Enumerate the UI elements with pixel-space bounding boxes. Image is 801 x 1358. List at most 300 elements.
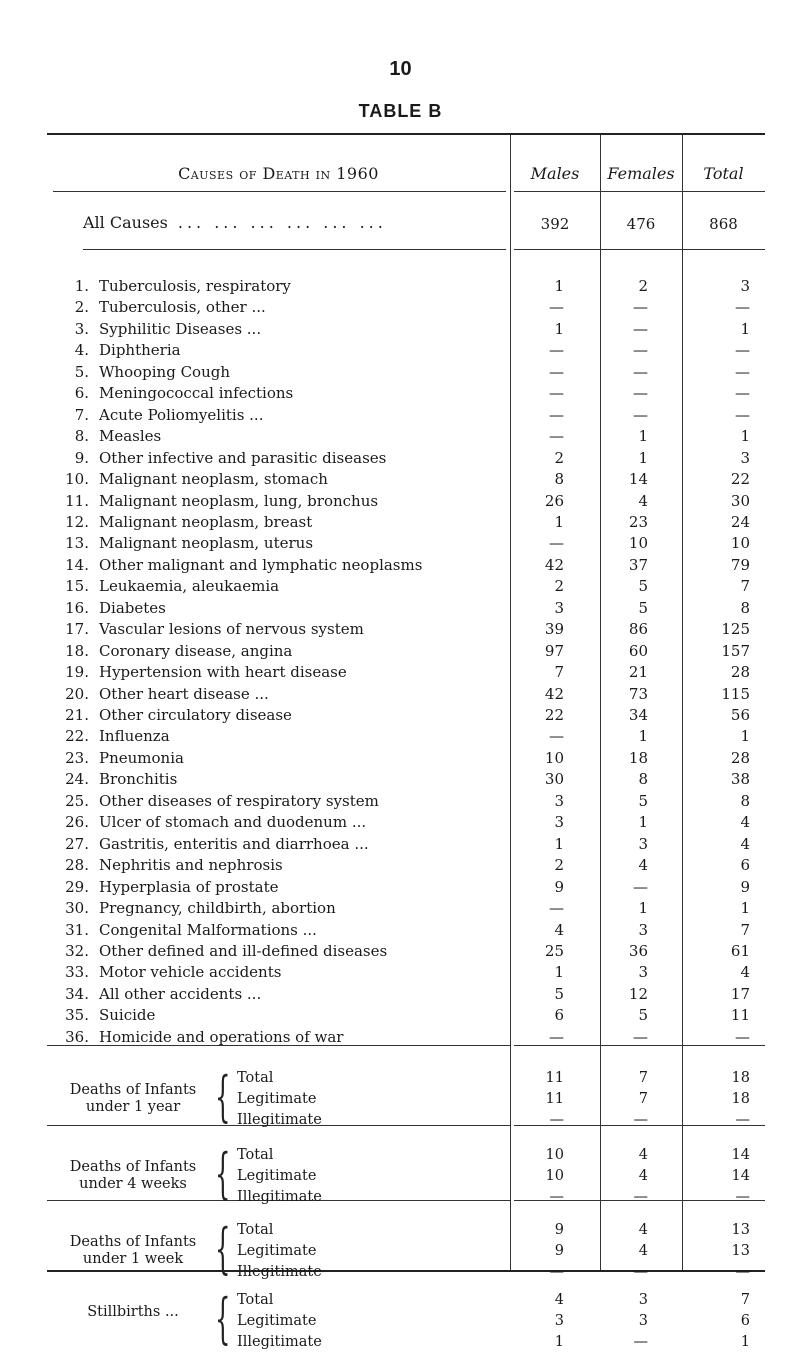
total-value: —	[735, 1264, 750, 1280]
table-row	[47, 642, 765, 663]
females-value: 23	[628, 512, 648, 531]
header-rule	[53, 191, 506, 192]
cause-text: Other defined and ill-defined diseases	[99, 941, 388, 960]
cause-label	[99, 449, 386, 467]
females-value: —	[633, 298, 648, 317]
row-number: 26.	[65, 813, 89, 832]
cause-label	[99, 534, 313, 552]
sub-text: Total	[237, 1147, 274, 1163]
all-causes-males: 392	[540, 215, 570, 233]
males-value: 4	[554, 1292, 564, 1308]
total-value: —	[735, 362, 750, 381]
total-value: 13	[731, 1243, 750, 1259]
males-value: 1	[554, 277, 564, 295]
cause-text: Pregnancy, childbirth, abortion	[99, 899, 336, 918]
sub-text: Illegitimate	[237, 1189, 322, 1205]
cause-label	[99, 599, 166, 617]
males-value: 42	[544, 684, 564, 703]
sub-label	[237, 1292, 273, 1308]
row-number: 13.	[65, 534, 89, 553]
total-value: 17	[730, 984, 750, 1003]
table-row	[47, 921, 765, 942]
table-row	[47, 556, 765, 577]
cause-label	[99, 513, 312, 531]
cause-label	[99, 813, 366, 831]
females-value: 3	[638, 963, 648, 982]
cause-label	[99, 642, 292, 660]
sub-label	[237, 1243, 316, 1259]
table-row	[47, 878, 765, 899]
males-value: —	[549, 341, 564, 360]
cause-text: Ulcer of stomach and duodenum ...	[99, 813, 367, 832]
total-value: —	[735, 1112, 750, 1128]
males-value: —	[549, 727, 564, 746]
total-value: 1	[740, 319, 750, 338]
females-value: 3	[638, 1292, 648, 1308]
leader-dots: ... ... ... ... ... ...	[177, 213, 387, 232]
total-value: 38	[730, 770, 750, 789]
table-row	[47, 492, 765, 513]
total-value: —	[735, 405, 750, 424]
row-number: 31.	[65, 920, 89, 939]
table-row	[47, 427, 765, 448]
header-males: Males	[530, 164, 580, 183]
total-value: 6	[740, 856, 750, 875]
females-value: —	[633, 1334, 648, 1350]
total-value: 1	[740, 427, 750, 446]
cause-label	[99, 320, 261, 338]
cause-text: Other heart disease ...	[99, 684, 269, 703]
row-number: 21.	[65, 706, 89, 724]
males-value: —	[549, 1189, 564, 1205]
cause-label	[99, 470, 328, 488]
cause-label	[99, 556, 422, 574]
males-value: 4	[554, 920, 564, 939]
females-value: —	[633, 405, 648, 424]
sub-label	[237, 1070, 273, 1086]
row-number: 29.	[65, 877, 89, 896]
total-value: 7	[740, 577, 750, 596]
cause-label	[99, 492, 378, 510]
row-number: 33.	[65, 963, 89, 982]
males-value: 3	[554, 813, 564, 832]
females-value: —	[633, 1189, 648, 1205]
sub-text: Legitimate	[237, 1243, 317, 1259]
females-value: 4	[638, 1168, 648, 1184]
females-value: 7	[638, 1091, 648, 1107]
females-value: 34	[628, 706, 648, 724]
group-label: Stillbirths ...	[87, 1304, 179, 1320]
cause-label	[99, 363, 230, 381]
total-value: 7	[740, 1292, 750, 1308]
total-value: 24	[730, 512, 750, 531]
total-value: 61	[730, 941, 750, 960]
females-value: 5	[638, 1006, 648, 1025]
females-value: —	[633, 384, 648, 403]
row-number: 24.	[65, 770, 89, 789]
sub-text: Illegitimate	[237, 1334, 322, 1350]
sub-text: Legitimate	[237, 1091, 317, 1107]
cause-text: Coronary disease, angina	[99, 641, 293, 660]
females-value: 12	[628, 984, 648, 1003]
total-value: 10	[730, 534, 750, 553]
total-value: 14	[731, 1168, 750, 1184]
males-value: —	[549, 384, 564, 403]
females-value: 36	[628, 941, 648, 960]
females-value: 2	[638, 277, 648, 295]
females-value: 60	[628, 641, 648, 660]
males-value: —	[549, 405, 564, 424]
table-row	[47, 813, 765, 834]
total-value: 7	[740, 920, 750, 939]
males-value: 11	[545, 1091, 564, 1107]
cause-text: Tuberculosis, other ...	[99, 298, 266, 317]
females-value: —	[633, 1112, 648, 1128]
header-causes: Causes of Death in 1960	[178, 164, 379, 183]
total-value: 1	[740, 1334, 750, 1350]
infant-group	[47, 1287, 765, 1358]
total-value: 3	[740, 448, 750, 467]
females-value: —	[633, 1264, 648, 1280]
sub-label	[237, 1334, 322, 1350]
table-row	[47, 341, 765, 362]
table-row	[47, 577, 765, 598]
cause-label	[99, 899, 336, 917]
table-row	[47, 749, 765, 770]
males-value: 39	[544, 620, 564, 639]
table-row	[47, 599, 765, 620]
males-value: 2	[554, 856, 564, 875]
cause-text: Other circulatory disease	[99, 706, 292, 724]
table-row	[47, 320, 765, 341]
table-row	[47, 856, 765, 877]
males-value: 10	[545, 1147, 564, 1163]
total-value: 11	[730, 1006, 750, 1025]
males-value: —	[549, 534, 564, 553]
males-value: 3	[554, 791, 564, 810]
sub-label	[237, 1189, 322, 1205]
females-value: 8	[638, 770, 648, 789]
sub-label	[237, 1264, 322, 1280]
sub-text: Total	[237, 1292, 274, 1308]
males-value: —	[549, 427, 564, 446]
total-value: 18	[731, 1070, 750, 1086]
table-row	[47, 534, 765, 555]
males-value: 30	[544, 770, 564, 789]
row-number: 14.	[65, 555, 89, 574]
sub-label	[237, 1112, 322, 1128]
cause-text: Influenza	[99, 727, 170, 746]
table-row	[47, 406, 765, 427]
males-value: 8	[554, 470, 564, 489]
cause-label	[99, 792, 379, 810]
all-causes-rule	[514, 249, 765, 250]
cause-text: Meningococcal infections	[99, 384, 294, 403]
total-value: 1	[740, 899, 750, 918]
cause-label	[99, 921, 317, 939]
sub-label	[237, 1313, 316, 1329]
row-number: 8.	[74, 427, 89, 446]
males-value: 6	[554, 1006, 564, 1025]
cause-label	[99, 727, 170, 745]
total-value: —	[735, 1027, 750, 1046]
table-row	[47, 470, 765, 491]
table-row	[47, 835, 765, 856]
row-number: 17.	[65, 620, 89, 639]
cause-text: Malignant neoplasm, uterus	[99, 534, 314, 553]
cause-text: Whooping Cough	[99, 362, 231, 381]
males-value: 11	[545, 1070, 564, 1086]
cause-label	[99, 963, 281, 981]
row-number: 15.	[65, 577, 89, 596]
row-number: 36.	[65, 1027, 89, 1046]
females-value: —	[633, 341, 648, 360]
cause-text: Hyperplasia of prostate	[99, 877, 279, 896]
table-row	[47, 706, 765, 727]
row-number: 19.	[65, 663, 89, 682]
row-number: 32.	[65, 941, 89, 960]
brace-icon: {	[215, 1287, 231, 1350]
total-value: 18	[731, 1091, 750, 1107]
total-value: 28	[730, 663, 750, 682]
group-label: Deaths of Infants under 4 weeks	[69, 1159, 197, 1192]
row-number: 30.	[65, 899, 89, 918]
cause-label	[99, 942, 387, 960]
table-row	[47, 663, 765, 684]
cause-text: Other malignant and lymphatic neoplasms	[99, 555, 423, 574]
cause-text: All other accidents ...	[99, 984, 262, 1003]
cause-label	[99, 1006, 155, 1024]
females-value: —	[633, 362, 648, 381]
males-value: 42	[544, 555, 564, 574]
row-number: 18.	[65, 641, 89, 660]
brace-icon: {	[215, 1217, 231, 1280]
table-row	[47, 985, 765, 1006]
row-number: 16.	[65, 598, 89, 617]
females-value: 18	[628, 748, 648, 767]
sub-text: Legitimate	[237, 1313, 317, 1329]
row-number: 20.	[65, 684, 89, 703]
females-value: 4	[638, 856, 648, 875]
cause-label	[99, 663, 347, 681]
table-row	[47, 963, 765, 984]
cause-label	[99, 298, 266, 316]
cause-label	[99, 341, 181, 359]
row-number: 1.	[74, 277, 89, 295]
infant-group	[47, 1217, 765, 1288]
males-value: 2	[554, 448, 564, 467]
brace-icon: {	[215, 1142, 231, 1205]
total-value: —	[735, 298, 750, 317]
females-value: 1	[638, 899, 648, 918]
cause-label	[99, 685, 269, 703]
females-value: 14	[628, 470, 648, 489]
females-value: 1	[638, 813, 648, 832]
sub-text: Illegitimate	[237, 1264, 322, 1280]
sub-label	[237, 1091, 316, 1107]
total-value: 1	[740, 727, 750, 746]
table-row	[47, 1028, 765, 1049]
table-row	[47, 277, 765, 298]
table-row	[47, 899, 765, 920]
cause-label	[99, 835, 369, 853]
cause-text: Malignant neoplasm, lung, bronchus	[99, 491, 379, 510]
infant-group	[47, 1142, 765, 1213]
cause-text: Malignant neoplasm, stomach	[99, 470, 328, 489]
cause-label	[99, 878, 278, 896]
table-row	[47, 363, 765, 384]
females-value: 4	[638, 1222, 648, 1238]
total-value: 3	[740, 277, 750, 295]
total-value: 79	[730, 555, 750, 574]
all-causes-females: 476	[626, 215, 656, 233]
total-value: 8	[740, 598, 750, 617]
total-value: 9	[740, 877, 750, 896]
row-number: 25.	[65, 791, 89, 810]
row-number: 11.	[65, 491, 89, 510]
cause-text: Diabetes	[99, 598, 166, 617]
males-value: 26	[544, 491, 564, 510]
cause-label	[99, 406, 263, 424]
table-row	[47, 384, 765, 405]
cause-text: Suicide	[99, 1006, 156, 1025]
males-value: 1	[554, 963, 564, 982]
cause-text: Nephritis and nephrosis	[99, 856, 283, 875]
cause-text: Other infective and parasitic diseases	[99, 448, 387, 467]
males-value: 1	[554, 512, 564, 531]
table-row	[47, 298, 765, 319]
header-females: Females	[607, 164, 675, 183]
table-row	[47, 685, 765, 706]
sub-text: Total	[237, 1222, 274, 1238]
cause-label	[99, 577, 279, 595]
cause-label	[99, 749, 184, 767]
row-number: 6.	[74, 384, 89, 403]
total-value: 4	[740, 813, 750, 832]
total-value: 4	[740, 963, 750, 982]
row-number: 9.	[74, 448, 89, 467]
males-value: 97	[544, 641, 564, 660]
males-value: 7	[554, 663, 564, 682]
females-value: 5	[638, 598, 648, 617]
all-causes-label	[83, 213, 387, 232]
males-value: 10	[545, 1168, 564, 1184]
males-value: 9	[554, 877, 564, 896]
cause-text: Leukaemia, aleukaemia	[99, 577, 280, 596]
all-causes-total: 868	[709, 215, 738, 233]
infant-group	[47, 1065, 765, 1136]
total-value: 8	[740, 791, 750, 810]
table-row	[47, 942, 765, 963]
sub-label	[237, 1147, 273, 1163]
males-value: 1	[554, 1334, 564, 1350]
total-value: 14	[731, 1147, 750, 1163]
cause-text: Malignant neoplasm, breast	[99, 512, 313, 531]
females-value: 21	[628, 663, 648, 682]
cause-text: Congenital Malformations ...	[99, 920, 317, 939]
total-value: —	[735, 341, 750, 360]
cause-text: Vascular lesions of nervous system	[99, 620, 364, 639]
group-label: Deaths of Infants under 1 week	[69, 1234, 197, 1267]
males-value: 2	[554, 577, 564, 596]
males-value: 9	[554, 1243, 564, 1259]
males-value: —	[549, 899, 564, 918]
females-value: 73	[628, 684, 648, 703]
cause-text: Other diseases of respiratory system	[99, 791, 379, 810]
row-number: 27.	[65, 834, 89, 853]
cause-text: Gastritis, enteritis and diarrhoea ...	[99, 834, 369, 853]
brace-icon: {	[215, 1065, 231, 1128]
females-value: —	[633, 1027, 648, 1046]
males-value: 25	[544, 941, 564, 960]
total-value: 22	[730, 470, 750, 489]
cause-text: Bronchitis	[99, 770, 178, 789]
table-row	[47, 1006, 765, 1027]
total-value: 157	[721, 641, 750, 660]
table-row	[47, 449, 765, 470]
females-value: 4	[638, 491, 648, 510]
females-value: 3	[638, 920, 648, 939]
row-number: 3.	[74, 319, 89, 338]
males-value: —	[549, 1027, 564, 1046]
sub-label	[237, 1222, 273, 1238]
cause-label	[99, 1028, 343, 1046]
cause-label	[99, 620, 364, 638]
males-value: 22	[544, 706, 564, 724]
cause-text: Acute Poliomyelitis ...	[99, 405, 264, 424]
row-number: 34.	[65, 984, 89, 1003]
table-row	[47, 727, 765, 748]
cause-label	[99, 277, 291, 295]
header-rule	[514, 191, 765, 192]
males-value: —	[549, 1112, 564, 1128]
group-label: Deaths of Infants under 1 year	[69, 1082, 197, 1115]
females-value: 1	[638, 727, 648, 746]
row-number: 4.	[74, 341, 89, 360]
cause-text: Hypertension with heart disease	[99, 663, 347, 682]
cause-label	[99, 384, 293, 402]
males-value: 3	[554, 598, 564, 617]
males-value: —	[549, 362, 564, 381]
table-row	[47, 620, 765, 641]
sub-text: Total	[237, 1070, 274, 1086]
cause-text: Measles	[99, 427, 162, 446]
females-value: 3	[638, 834, 648, 853]
table-row	[47, 792, 765, 813]
table-row	[47, 770, 765, 791]
header-total: Total	[703, 164, 744, 183]
males-value: —	[549, 298, 564, 317]
row-number: 2.	[74, 298, 89, 317]
cause-text: Tuberculosis, respiratory	[99, 277, 291, 295]
total-value: 125	[721, 620, 750, 639]
total-value: 6	[740, 1313, 750, 1329]
females-value: —	[633, 877, 648, 896]
males-value: 1	[554, 834, 564, 853]
cause-label	[99, 706, 292, 724]
females-value: —	[633, 319, 648, 338]
total-value: 56	[730, 706, 750, 724]
females-value: 3	[638, 1313, 648, 1329]
total-value: 115	[721, 684, 750, 703]
cause-text: Motor vehicle accidents	[99, 963, 282, 982]
total-value: 30	[730, 491, 750, 510]
table-row	[47, 513, 765, 534]
females-value: 1	[638, 427, 648, 446]
total-value: 28	[730, 748, 750, 767]
row-number: 5.	[74, 362, 89, 381]
cause-label	[99, 427, 161, 445]
